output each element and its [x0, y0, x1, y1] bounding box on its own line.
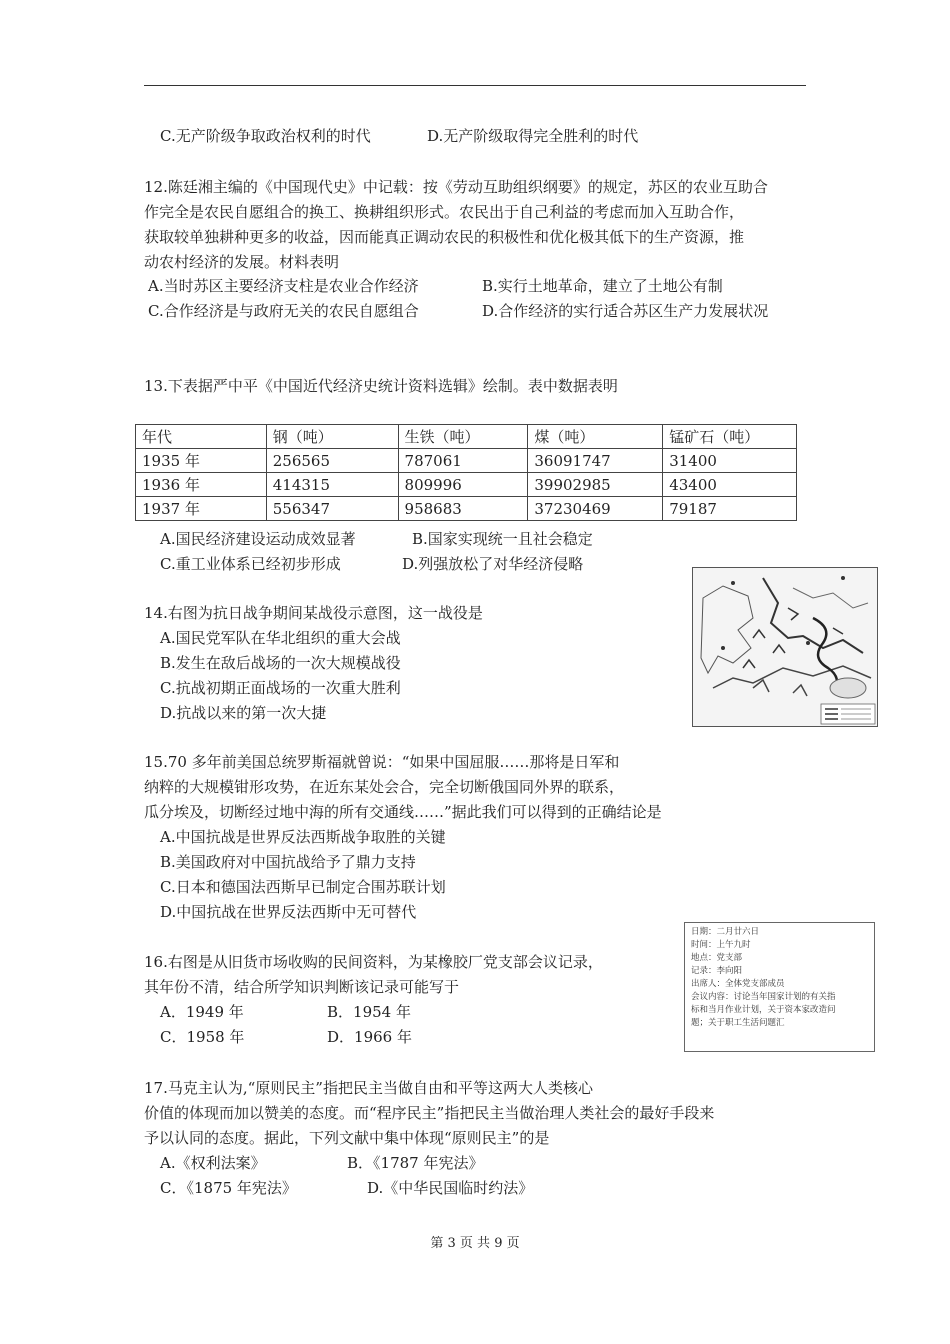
minutes-line: 题；关于职工生活问题汇: [691, 1018, 785, 1028]
q13-option-c: C.重工业体系已经初步形成: [160, 555, 341, 573]
battle-map-image: [692, 567, 878, 727]
table-cell: 1936 年: [136, 473, 267, 497]
q12-option-d: D.合作经济的实行适合苏区生产力发展状况: [482, 302, 769, 320]
table-row: [136, 473, 797, 497]
table-header-cell: 生铁（吨）: [398, 425, 528, 449]
minutes-line: 地点：党支部: [691, 953, 743, 963]
q14-option-c: C.抗战初期正面战场的一次重大胜利: [160, 679, 401, 697]
q13-option-b: B.国家实现统一且社会稳定: [412, 530, 593, 548]
q14-option-b: B.发生在敌后战场的一次大规模战役: [160, 654, 401, 672]
q14-option-a: A.国民党军队在华北组织的重大会战: [160, 629, 401, 647]
q12-stem-line: 作完全是农民自愿组合的换工、换耕组织形式。农民出于自己利益的考虑而加入互助合作，: [144, 203, 745, 221]
minutes-line: 会议内容：讨论当年国家计划的有关指: [691, 992, 836, 1002]
q17-option-c: C．《1875 年宪法》: [160, 1179, 297, 1197]
table-cell: 31400: [663, 449, 797, 473]
q12-stem-line: 12.陈廷湘主编的《中国现代史》中记载：按《劳动互助组织纲要》的规定，苏区的农业互助合: [144, 178, 768, 196]
q17-stem-line: 予以认同的态度。据此，下列文献中集中体现“原则民主”的是: [144, 1129, 550, 1147]
q13-data-table: [135, 424, 797, 521]
battle-map-drawing: [693, 568, 877, 726]
table-cell: 43400: [663, 473, 797, 497]
q13-option-d: D.列强放松了对华经济侵略: [402, 555, 584, 573]
table-cell: 1937 年: [136, 497, 267, 521]
table-cell: 414315: [266, 473, 398, 497]
header-rule: [144, 85, 806, 86]
table-cell: 256565: [266, 449, 398, 473]
q12-stem-line: 动农村经济的发展。材料表明: [144, 253, 340, 271]
q16-option-a: A．1949 年: [160, 1003, 244, 1021]
table-header-cell: 年代: [136, 425, 267, 449]
minutes-line: 日期：二月廿六日: [691, 927, 760, 937]
q12-option-b: B.实行土地革命，建立了土地公有制: [482, 277, 723, 295]
table-row: [136, 449, 797, 473]
table-header-cell: 煤（吨）: [528, 425, 663, 449]
table-header-cell: 钢（吨）: [266, 425, 398, 449]
q16-option-d: D．1966 年: [327, 1028, 412, 1046]
q17-stem-line: 价值的体现而加以赞美的态度。而“程序民主”指把民主当做治理人类社会的最好手段来: [144, 1104, 715, 1122]
q17-option-a: A.《权利法案》: [160, 1154, 266, 1172]
minutes-line: 时间：上午九时: [691, 940, 751, 950]
table-cell: 556347: [266, 497, 398, 521]
table-row: [136, 497, 797, 521]
q15-option-c: C.日本和德国法西斯早已制定合围苏联计划: [160, 878, 446, 896]
table-header-row: [136, 425, 797, 449]
q13-stem: 13.下表据严中平《中国近代经济史统计资料选辑》绘制。表中数据表明: [144, 377, 618, 395]
q14-option-d: D.抗战以来的第一次大捷: [160, 704, 327, 722]
minutes-line: 记录：李向阳: [691, 966, 743, 976]
table-cell: 958683: [398, 497, 528, 521]
q12-option-c: C.合作经济是与政府无关的农民自愿组合: [148, 302, 419, 320]
table-header-cell: 锰矿石（吨）: [663, 425, 797, 449]
meeting-minutes-image: [684, 922, 875, 1052]
table-cell: 39902985: [528, 473, 663, 497]
q17-option-d: D.《中华民国临时约法》: [367, 1179, 534, 1197]
q12-option-a: A.当时苏区主要经济支柱是农业合作经济: [148, 277, 419, 295]
table-cell: 1935 年: [136, 449, 267, 473]
minutes-line: 标和当月作业计划，关于资本家改造问: [691, 1005, 836, 1015]
q15-stem-line: 瓜分埃及，切断经过地中海的所有交通线……”据此我们可以得到的正确结论是: [144, 803, 662, 821]
q11-option-d: D.无产阶级取得完全胜利的时代: [427, 127, 639, 145]
q15-stem-line: 纳粹的大规模钳形攻势，在近东某处会合，完全切断俄国同外界的联系，: [144, 778, 625, 796]
table-cell: 79187: [663, 497, 797, 521]
minutes-line: 出席人：全体党支部成员: [691, 979, 785, 989]
q15-option-a: A.中国抗战是世界反法西斯战争取胜的关键: [160, 828, 446, 846]
q15-option-d: D.中国抗战在世界反法西斯中无可替代: [160, 903, 417, 921]
page-footer: 第 3 页 共 9 页: [430, 1236, 520, 1251]
q11-option-c: C.无产阶级争取政治权利的时代: [160, 127, 371, 145]
q12-stem-line: 获取较单独耕种更多的收益，因而能真正调动农民的积极性和优化极其低下的生产资源，推: [144, 228, 745, 246]
q16-option-c: C．1958 年: [160, 1028, 245, 1046]
q16-stem-line: 其年份不清，结合所学知识判断该记录可能写于: [144, 978, 460, 996]
q16-option-b: B．1954 年: [327, 1003, 411, 1021]
q17-option-b: B．《1787 年宪法》: [347, 1154, 484, 1172]
q16-stem-line: 16.右图是从旧货市场收购的民间资料，为某橡胶厂党支部会议记录，: [144, 953, 603, 971]
q15-option-b: B.美国政府对中国抗战给予了鼎力支持: [160, 853, 416, 871]
table-cell: 36091747: [528, 449, 663, 473]
q13-option-a: A.国民经济建设运动成效显著: [160, 530, 356, 548]
q17-stem-line: 17.马克主认为,“原则民主”指把民主当做自由和平等这两大人类核心: [144, 1079, 593, 1097]
table-cell: 37230469: [528, 497, 663, 521]
table-cell: 787061: [398, 449, 528, 473]
table-cell: 809996: [398, 473, 528, 497]
q15-stem-line: 15.70 多年前美国总统罗斯福就曾说：“如果中国屈服……那将是日军和: [144, 753, 620, 771]
q14-stem: 14.右图为抗日战争期间某战役示意图，这一战役是: [144, 604, 483, 622]
